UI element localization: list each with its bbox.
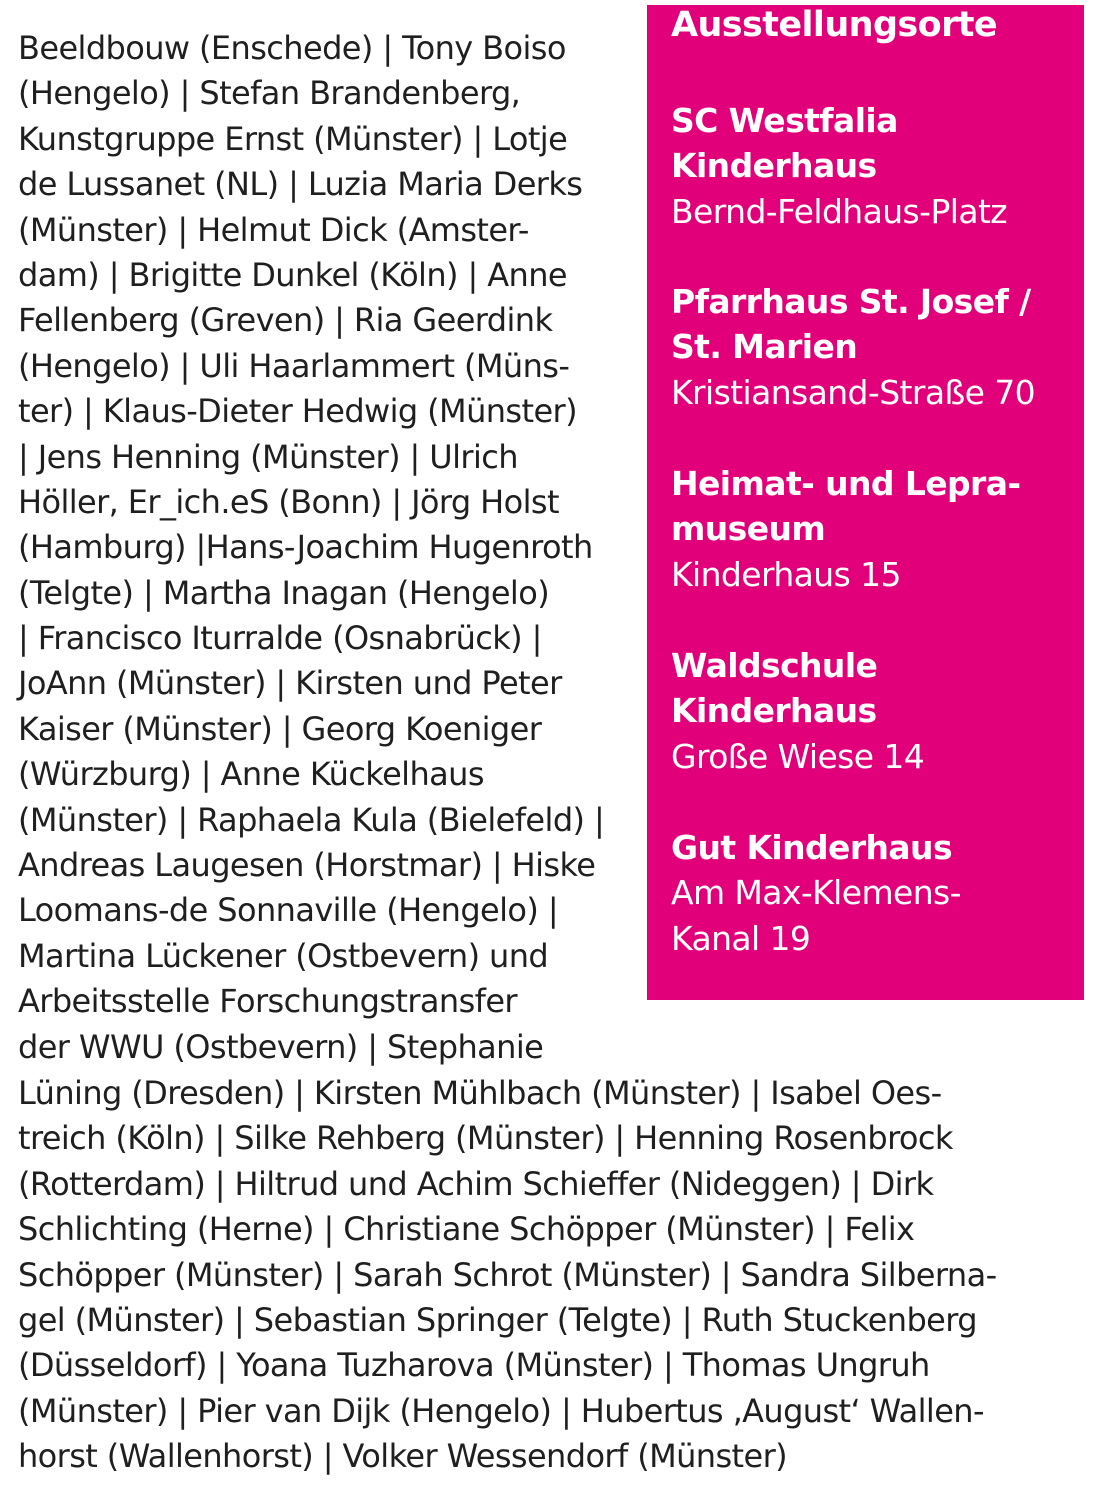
venue-address: Bernd-Feldhaus-Platz xyxy=(671,191,1007,231)
artist-list-top xyxy=(18,26,638,1070)
artist-line: Schlichting (Herne) | Christiane Schöpper (Münster) | Felix xyxy=(18,1210,915,1249)
artist-line: horst (Wallenhorst) | Volker Wessendorf (Münster) xyxy=(18,1437,788,1476)
artist-line: (Telgte) | Martha Inagan (Hengelo) xyxy=(18,573,550,612)
artist-line: Höller, Er_ich.eS (Bonn) | Jörg Holst xyxy=(18,482,559,521)
artist-line: (Düsseldorf) | Yoana Tuzharova (Münster) | Thomas Ungruh xyxy=(18,1346,930,1385)
artist-line: JoAnn (Münster) | Kirsten und Peter xyxy=(18,664,562,703)
artist-line: (Hamburg) |Hans-Joachim Hugenroth xyxy=(18,528,593,567)
venue-address: Am Max-Klemens- xyxy=(671,873,961,913)
venue-name: Kinderhaus xyxy=(671,146,877,186)
artist-line: Beeldbouw (Enschede) | Tony Boiso xyxy=(18,29,566,67)
artist-list-bottom xyxy=(18,1071,1098,1480)
artist-line: | Francisco Iturralde (Osnabrück) | xyxy=(18,619,542,658)
venue-name: Heimat- und Lepra- xyxy=(671,464,1021,503)
venue-address: Große Wiese 14 xyxy=(671,736,925,776)
artist-line: der WWU (Ostbevern) | Stephanie xyxy=(18,1027,544,1066)
artist-line: (Münster) | Pier van Dijk (Hengelo) | Hubertus ‚August‘ Wallen- xyxy=(18,1391,984,1430)
venue-address: Kinderhaus 15 xyxy=(671,554,901,594)
artist-line: Martina Lückener (Ostbevern) und xyxy=(18,936,549,975)
artist-line: (Hengelo) | Uli Haarlammert (Müns- xyxy=(18,346,570,385)
artist-line: gel (Münster) | Sebastian Springer (Telgte) | Ruth Stuckenberg xyxy=(18,1300,977,1339)
artist-line: (Würzburg) | Anne Kückelhaus xyxy=(18,755,484,794)
artist-line: treich (Köln) | Silke Rehberg (Münster) | Henning Rosenbrock xyxy=(18,1119,953,1158)
venue-item xyxy=(671,461,1081,597)
venue-name: Kinderhaus xyxy=(671,691,877,731)
venue-name: Pfarrhaus St. Josef / xyxy=(671,282,1031,321)
artist-line: (Münster) | Helmut Dick (Amster- xyxy=(18,210,529,249)
artist-line: Kaiser (Münster) | Georg Koeniger xyxy=(18,709,542,748)
artist-line: Schöpper (Münster) | Sarah Schrot (Münster) | Sandra Silberna- xyxy=(18,1255,997,1294)
artist-line: dam) | Brigitte Dunkel (Köln) | Anne xyxy=(18,255,567,294)
artist-line: (Rotterdam) | Hiltrud und Achim Schieffer (Nideggen) | Dirk xyxy=(18,1164,934,1203)
artist-line: (Münster) | Raphaela Kula (Bielefeld) | xyxy=(18,800,605,839)
artist-line: | Jens Henning (Münster) | Ulrich xyxy=(18,437,518,476)
venues-box xyxy=(647,5,1084,1000)
artist-line: Loomans-de Sonnaville (Hengelo) | xyxy=(18,891,559,930)
artist-line: Arbeitsstelle Forschungstransfer xyxy=(18,982,517,1021)
venues-title: Ausstellungsorte xyxy=(671,5,998,45)
artist-line: de Lussanet (NL) | Luzia Maria Derks xyxy=(18,165,583,204)
artist-line: Lüning (Dresden) | Kirsten Mühlbach (Münster) | Isabel Oes- xyxy=(18,1074,942,1112)
artist-line: (Hengelo) | Stefan Brandenberg, xyxy=(18,74,521,113)
venue-address: Kanal 19 xyxy=(671,918,811,958)
venue-item xyxy=(671,825,1081,961)
artist-line: Kunstgruppe Ernst (Münster) | Lotje xyxy=(18,119,568,158)
venue-name: St. Marien xyxy=(671,327,858,367)
venue-name: Waldschule xyxy=(671,646,878,685)
venue-item xyxy=(671,98,1081,234)
venue-item xyxy=(671,279,1081,415)
artist-line: ter) | Klaus-Dieter Hedwig (Münster) xyxy=(18,392,577,431)
venue-item xyxy=(671,643,1081,779)
artist-line: Fellenberg (Greven) | Ria Geerdink xyxy=(18,301,553,340)
venue-name: museum xyxy=(671,509,826,549)
artist-line: Andreas Laugesen (Horstmar) | Hiske xyxy=(18,846,596,885)
venue-name: SC Westfalia xyxy=(671,101,898,140)
venue-name: Gut Kinderhaus xyxy=(671,828,952,867)
venue-address: Kristiansand-Straße 70 xyxy=(671,372,1036,412)
